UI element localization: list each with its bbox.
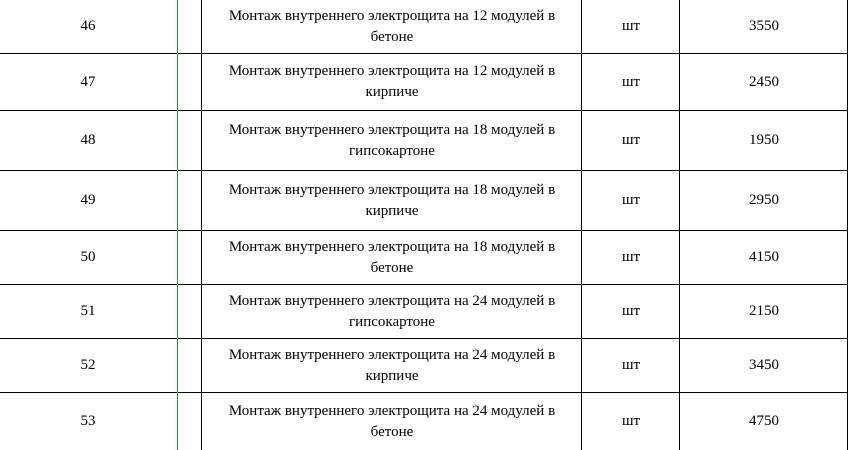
row-number: 50 (80, 249, 96, 265)
empty-cell (176, 339, 202, 392)
row-number: 47 (80, 73, 96, 90)
price: 2150 (749, 303, 779, 319)
table-row (0, 171, 848, 230)
row-number: 53 (80, 413, 96, 429)
description-line: гипсокартоне (349, 313, 435, 330)
description-line: Монтаж внутреннего электрощита на 24 модулей в (228, 402, 556, 419)
row-number: 52 (80, 357, 96, 373)
row-divider (0, 284, 848, 285)
description-line: Монтаж внутреннего электрощита на 18 модулей в (228, 181, 556, 198)
work-description (202, 0, 582, 53)
unit: шт (621, 357, 641, 373)
table-row (0, 285, 848, 338)
empty-cell (176, 111, 202, 170)
empty-cell (176, 285, 202, 338)
row-divider (0, 170, 848, 171)
work-description (202, 339, 582, 392)
description-line: кирпиче (365, 84, 419, 100)
row-number: 49 (80, 192, 96, 208)
row-divider (0, 53, 848, 54)
row-divider (0, 392, 848, 393)
description-line: Монтаж внутреннего электрощита на 24 модулей в (228, 292, 556, 309)
description-line: гипсокартоне (349, 142, 435, 159)
row-number: 48 (80, 132, 96, 148)
row-number: 51 (80, 303, 96, 319)
table-row (0, 0, 848, 53)
description-line: бетоне (370, 423, 414, 440)
price: 3450 (749, 357, 779, 373)
table-row (0, 393, 848, 450)
description-line: Монтаж внутреннего электрощита на 12 модулей в (228, 63, 556, 79)
price: 2950 (749, 192, 779, 208)
work-description (202, 231, 582, 284)
description-line: кирпиче (365, 202, 419, 219)
empty-cell (176, 231, 202, 284)
description-line: бетоне (370, 259, 414, 276)
unit: шт (621, 413, 641, 429)
table-row (0, 111, 848, 170)
unit: шт (621, 132, 641, 148)
price: 3550 (749, 18, 779, 34)
description-line: Монтаж внутреннего электрощита на 24 модулей в (228, 346, 556, 363)
unit: шт (621, 249, 641, 265)
description-line: Монтаж внутреннего электрощита на 18 модулей в (228, 238, 556, 255)
unit: шт (621, 18, 641, 34)
work-description (202, 54, 582, 110)
empty-cell (176, 54, 202, 110)
unit: шт (621, 192, 641, 208)
table-row (0, 231, 848, 284)
work-description (202, 285, 582, 338)
work-description (202, 171, 582, 230)
description-line: кирпиче (365, 367, 419, 384)
row-number: 46 (80, 18, 96, 34)
empty-cell (176, 171, 202, 230)
work-description (202, 393, 582, 450)
description-line: Монтаж внутреннего электрощита на 18 модулей в (228, 121, 556, 138)
row-divider (0, 338, 848, 339)
row-divider (0, 110, 848, 111)
table-row (0, 339, 848, 392)
row-divider (0, 230, 848, 231)
column-divider (679, 0, 680, 450)
column-divider (581, 0, 582, 450)
description-line: бетоне (370, 28, 414, 45)
column-divider (177, 0, 178, 450)
work-description (202, 111, 582, 170)
price: 4150 (749, 249, 779, 265)
unit: шт (621, 303, 641, 319)
description-line: Монтаж внутреннего электрощита на 12 модулей в (228, 7, 556, 24)
empty-cell (176, 0, 202, 53)
table-row (0, 54, 848, 110)
price: 4750 (749, 413, 779, 429)
unit: шт (621, 73, 641, 90)
price: 2450 (749, 73, 779, 90)
empty-cell (176, 393, 202, 450)
price: 1950 (749, 132, 779, 148)
column-divider (201, 0, 202, 450)
